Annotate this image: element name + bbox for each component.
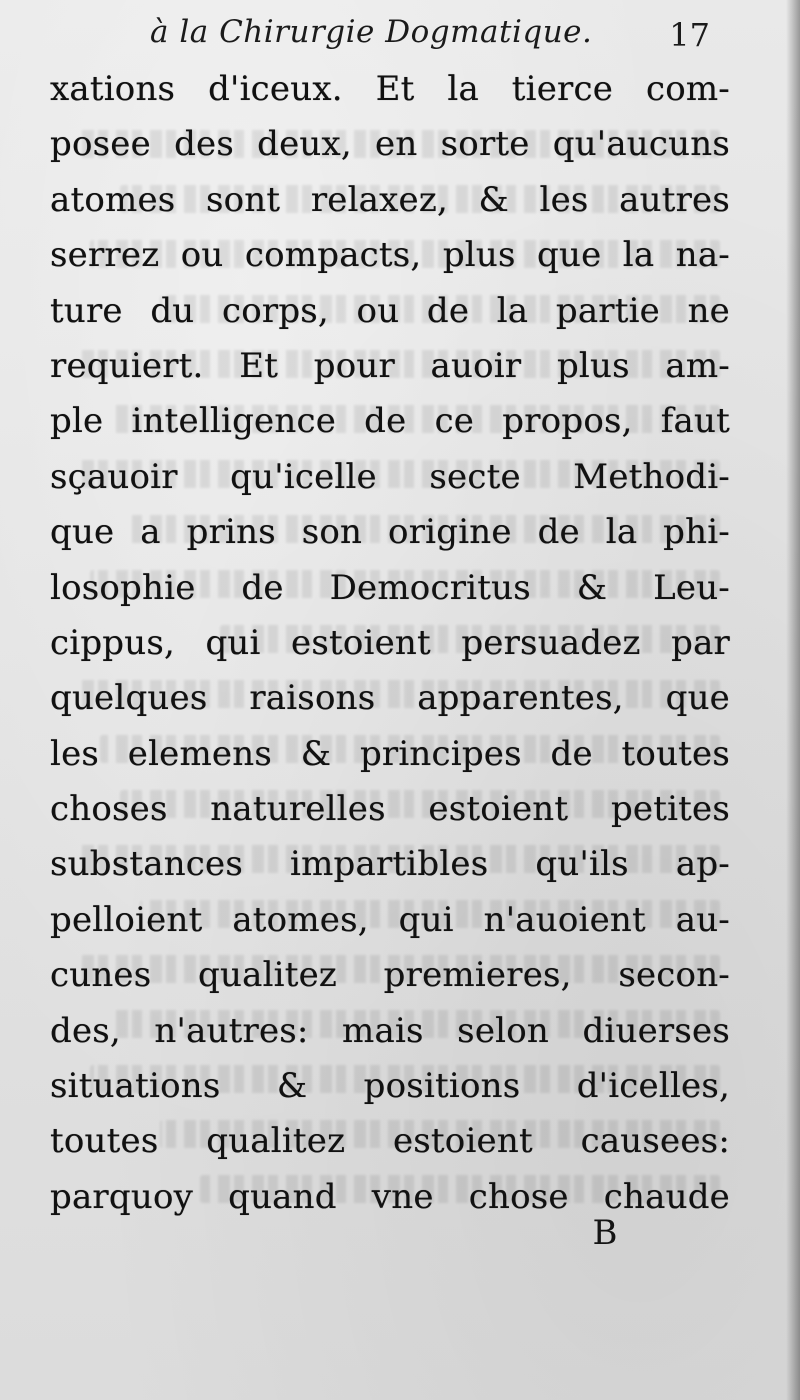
text-line: pelloient atomes, qui n'auoient au-	[50, 899, 730, 940]
signature-mark: B	[592, 1213, 618, 1253]
text-line: quelques raisons apparentes, que	[50, 678, 730, 719]
text-line: cunes qualitez premieres, secon-	[50, 955, 730, 996]
text-line: les elemens & principes de toutes	[50, 733, 730, 774]
text-line: des, n'autres: mais selon diuerses	[50, 1010, 730, 1051]
text-line: losophie de Democritus & Leu-	[50, 567, 730, 608]
text-line: choses naturelles estoient petites	[50, 789, 730, 830]
text-line: atomes sont relaxez, & les autres	[50, 179, 730, 220]
text-line: substances impartibles qu'ils ap-	[50, 844, 730, 885]
page-edge-shadow	[786, 0, 800, 1400]
text-line: situations & positions d'icelles,	[50, 1066, 730, 1107]
text-line: posee des deux, en sorte qu'aucuns	[50, 124, 730, 165]
text-line: ture du corps, ou de la partie ne	[50, 290, 730, 331]
page-number: 17	[669, 16, 710, 54]
body-text	[50, 62, 730, 1225]
text-line: xations d'iceux. Et la tierce com-	[50, 69, 730, 109]
text-line: que a prins son origine de la phi-	[50, 512, 730, 553]
text-line: toutes qualitez estoient causees:	[50, 1121, 730, 1162]
text-line: requiert. Et pour auoir plus am-	[50, 345, 730, 386]
text-line: ple intelligence de ce propos, faut	[50, 401, 730, 442]
running-head: à la Chirurgie Dogmatique.	[150, 14, 593, 50]
text-line: sçauoir qu'icelle secte Methodi-	[50, 456, 730, 497]
text-line: serrez ou compacts, plus que la na-	[50, 235, 730, 276]
text-line: cippus, qui estoient persuadez par	[50, 622, 730, 663]
text-line: parquoy quand vne chose chaude	[50, 1176, 730, 1217]
page-header	[150, 6, 710, 58]
